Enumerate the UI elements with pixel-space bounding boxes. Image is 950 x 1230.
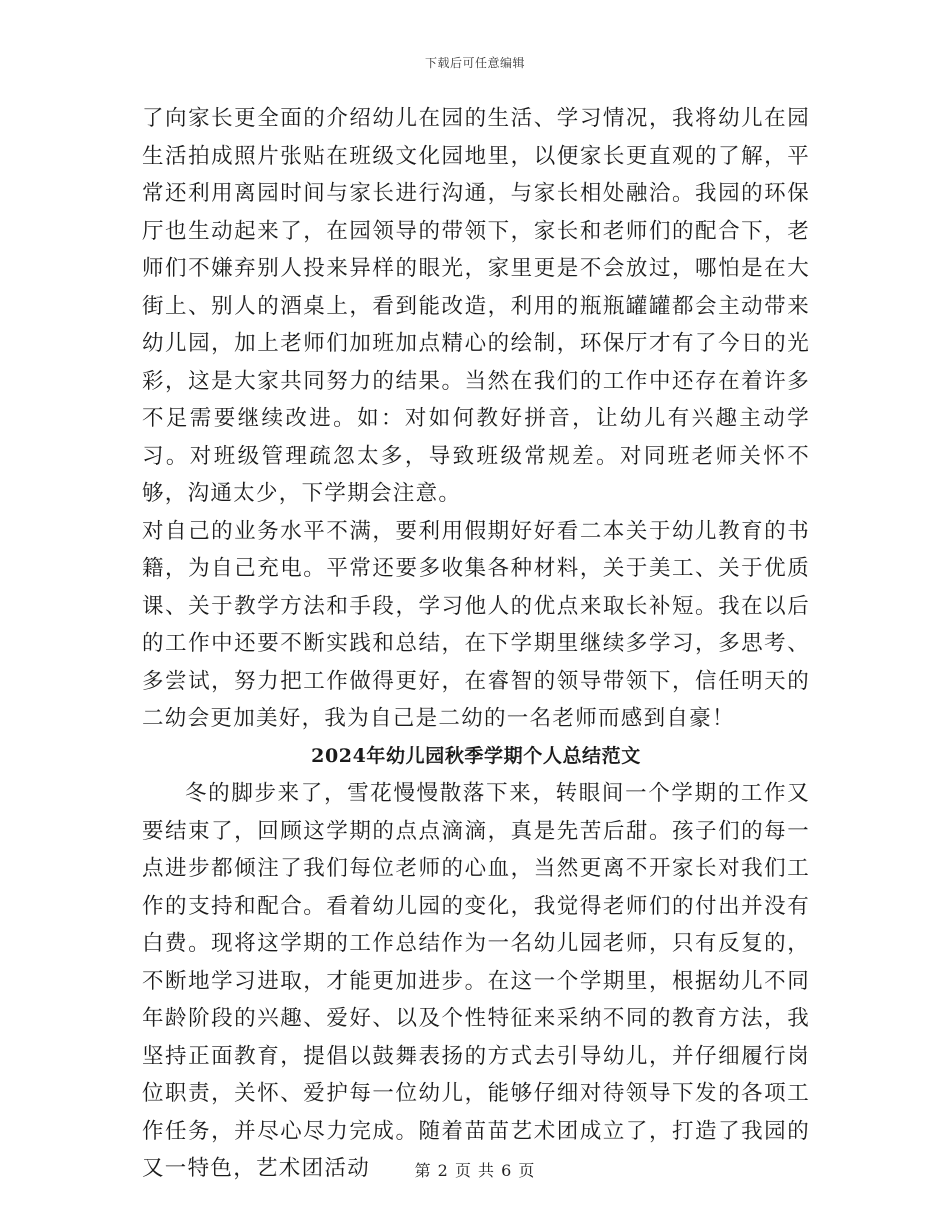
section-title: 2024年幼儿园秋季学期个人总结范文	[311, 744, 641, 767]
body-paragraph: 了向家长更全面的介绍幼儿在园的生活、学习情况，我将幼儿在园生活拍成照片张贴在班级文化园地里，以便家长更直观的了解，平常还利用离园时间与家长进行沟通，与家长相处融洽。我园的环保厅也生动起来了，在园领导的带领下，家长和老师们的配合下，老师们不嫌弃别人投来异样的眼光，家里更是不会放过，哪怕是在大街上、别人的酒桌上，看到能改造，利用的瓶瓶罐罐都会主动带来幼儿园，加上老师们加班加点精心的绘制，环保厅才有了今日的光彩，这是大家共同努力的结果。当然在我们的工作中还存在着许多不足需要继续改进。如：对如何教好拼音，让幼儿有兴趣主动学习。对班级管理疏忽太多，导致班级常规差。对同班老师关怀不够，沟通太少，下学期会注意。	[142, 106, 810, 506]
body-paragraph: 冬的脚步来了，雪花慢慢散落下来，转眼间一个学期的工作又要结束了，回顾这学期的点点滴滴，真是先苦后甜。孩子们的每一点进步都倾注了我们每位老师的心血，当然更离不开家长对我们工作的支持和配合。看着幼儿园的变化，我觉得老师们的付出并没有白费。现将这学期的工作总结作为一名幼儿园老师，只有反复的，不断地学习进取，才能更加进步。在这一个学期里，根据幼儿不同年龄阶段的兴趣、爱好、以及个性特征来采纳不同的教育方法，我坚持正面教育，提倡以鼓舞表扬的方式去引导幼儿，并仔细履行岗位职责，关怀、爱护每一位幼儿，能够仔细对待领导下发的各项工作任务，并尽心尽力完成。随着苗苗艺术团成立了，打造了我园的又一特色，艺术团活动	[142, 781, 810, 1181]
page-number: 第 2 页 共 6 页	[414, 1161, 536, 1180]
page-header: 下载后可任意编辑	[424, 56, 525, 70]
body-paragraph: 对自己的业务水平不满，要利用假期好好看二本关于幼儿教育的书籍，为自己充电。平常还要多收集各种材料，关于美工、关于优质课、关于教学方法和手段，学习他人的优点来取长补短。我在以后的工作中还要不断实践和总结，在下学期里继续多学习，多思考、多尝试，努力把工作做得更好，在睿智的领导带领下，信任明天的二幼会更加美好，我为自己是二幼的一名老师而感到自豪！	[142, 518, 810, 731]
document-body	[142, 100, 810, 1188]
